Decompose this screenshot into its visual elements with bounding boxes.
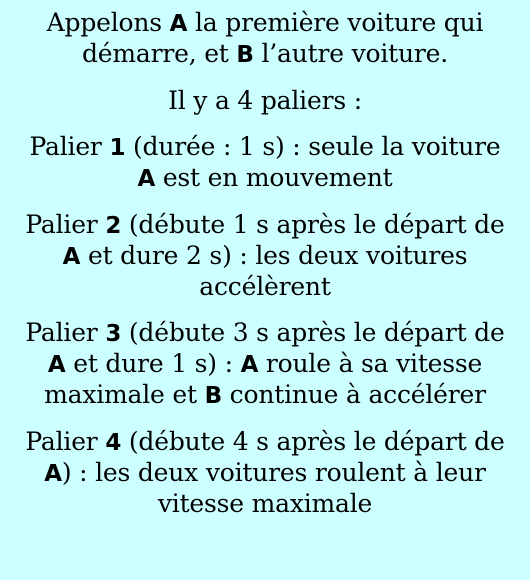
palier-4-paragraph	[18, 427, 512, 519]
car-a-label: A	[47, 352, 66, 378]
palier-text: (durée : 1 s) : seule la voiture	[125, 132, 501, 161]
palier-text: continue à accélérer	[221, 380, 486, 409]
palier-text: Palier	[25, 210, 106, 239]
palier-1-paragraph	[18, 132, 512, 194]
palier-text: Palier	[25, 427, 106, 456]
car-a-label: A	[62, 244, 81, 270]
car-a-label: A	[240, 352, 259, 378]
car-b-label: B	[204, 383, 222, 409]
intro-text: l’autre voiture.	[253, 39, 448, 68]
palier-number: 4	[105, 430, 122, 456]
palier-number: 2	[105, 213, 122, 239]
intro-text: Appelons	[46, 8, 170, 37]
palier-number: 3	[105, 321, 122, 347]
palier-2-paragraph	[18, 210, 512, 302]
palier-3-paragraph	[18, 318, 512, 411]
intro-paragraph	[18, 8, 512, 70]
palier-text: et dure 1 s) :	[65, 349, 241, 378]
car-a-label: A	[169, 11, 188, 37]
palier-text: (débute 1 s après le départ de	[121, 210, 505, 239]
palier-text: et dure 2 s) : les deux voitures accélèrent	[80, 241, 468, 301]
car-a-label: A	[137, 166, 156, 192]
palier-text: roule à sa vitesse maximale et	[44, 349, 483, 409]
car-a-label: A	[44, 461, 62, 487]
palier-text: Palier	[29, 132, 110, 161]
summary-line: Il y a 4 paliers :	[168, 86, 362, 115]
palier-text: (débute 4 s après le départ de	[121, 427, 505, 456]
intro-text: la première voiture qui démarre, et	[82, 8, 484, 68]
palier-text: Palier	[25, 318, 106, 347]
car-b-label: B	[236, 42, 254, 68]
palier-text: (débute 3 s après le départ de	[121, 318, 505, 347]
palier-number: 1	[109, 135, 126, 161]
palier-text: est en mouvement	[155, 163, 393, 192]
palier-text: ) : les deux voitures roulent à leur vitesse maximale	[61, 458, 486, 518]
